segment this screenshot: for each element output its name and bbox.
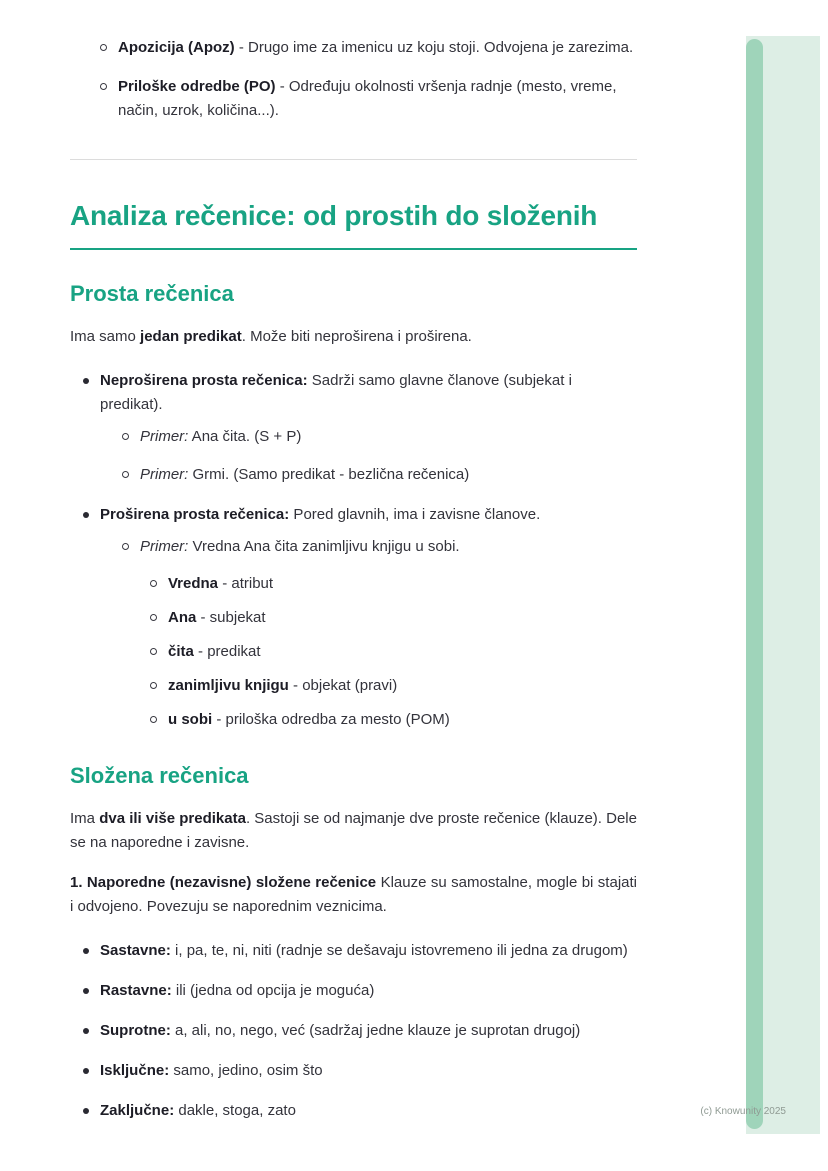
intro-pre: Ima (70, 809, 100, 827)
list-item (118, 75, 637, 123)
list-item (168, 640, 637, 664)
list-item (168, 572, 637, 596)
example-text: Ana čita. (S + P) (188, 427, 302, 445)
list-item (140, 535, 637, 732)
example-text: Vredna Ana čita zanimljivu knjigu u sobi. (188, 537, 460, 555)
sentence-parts-list (70, 36, 637, 123)
term-label: Sastavne: (100, 941, 171, 959)
prosta-intro (70, 325, 637, 349)
term-label: u sobi (168, 710, 213, 728)
term-text: - atribut (218, 574, 274, 592)
term-text: - objekat (pravi) (288, 676, 398, 694)
subsection-text: Klauze su samostalne, mogle bi stajati i odvojeno. Povezuju se naporednim veznicima. (70, 873, 637, 915)
term-label: Zaključne: (100, 1101, 175, 1119)
term-label: Isključne: (100, 1061, 170, 1079)
naporedne-paragraph (70, 871, 637, 919)
intro-post: . Sastoji se od najmanje dve proste rečenice (klauze). Dele se na naporedne i zavisne. (70, 809, 637, 851)
term-text: Sadrži samo glavne članove (subjekat i predikat). (100, 371, 572, 413)
subsection-label: 1. Naporedne (nezavisne) složene rečenice (70, 873, 377, 891)
list-item (100, 1059, 637, 1083)
term-text: - Određuju okolnosti vršenja radnje (mesto, vreme, način, uzrok, količina...). (118, 78, 617, 119)
term-label: Vredna (168, 574, 219, 592)
term-label: Ana (168, 608, 197, 626)
term-text: - priloška odredba za mesto (POM) (212, 710, 450, 728)
list-item (100, 1019, 637, 1043)
term-text: a, ali, no, nego, već (sadržaj jedne klauze je suprotan drugoj) (170, 1021, 581, 1039)
term-label: zanimljivu knjigu (168, 676, 289, 694)
scrollbar-track[interactable] (746, 36, 820, 1134)
term-label: Neproširena prosta rečenica: (100, 371, 308, 389)
term-text: - predikat (193, 642, 261, 660)
slozena-intro (70, 807, 637, 855)
term-label: Priloške odredbe (PO) (118, 78, 276, 95)
list-item (100, 939, 637, 963)
term-text: ili (jedna od opcija je moguća) (171, 981, 375, 999)
term-label: čita (168, 642, 194, 660)
intro-pre: Ima samo (70, 327, 141, 345)
intro-post: . Može biti neproširena i proširena. (241, 327, 472, 345)
term-label: Apozicija (Apoz) (118, 39, 235, 56)
list-item (100, 369, 637, 487)
veznici-list (70, 939, 637, 1123)
section-divider (70, 159, 637, 160)
intro-bold: jedan predikat (140, 327, 242, 345)
term-label: Proširena prosta rečenica: (100, 505, 290, 523)
list-item (100, 503, 637, 732)
scrollbar-thumb[interactable] (746, 39, 763, 1129)
prosta-list (70, 369, 637, 732)
primer-label: Primer: (140, 537, 189, 555)
term-text: - subjekat (196, 608, 266, 626)
section-heading-slozena: Složena rečenica (70, 762, 249, 788)
list-item (140, 425, 637, 449)
list-item (140, 463, 637, 487)
list-item (100, 1099, 637, 1123)
analysis-list (140, 572, 637, 732)
page-title: Analiza rečenice: od prostih do složenih (70, 198, 637, 250)
term-text: - Drugo ime za imenicu uz koju stoji. Odvojena je zarezima. (234, 39, 634, 56)
primer-label: Primer: (140, 427, 189, 445)
term-label: Rastavne: (100, 981, 172, 999)
term-text: Pored glavnih, ima i zavisne članove. (289, 505, 541, 523)
example-text: Grmi. (Samo predikat - bezlična rečenica) (188, 465, 470, 483)
list-item (168, 606, 637, 630)
section-heading-prosta: Prosta rečenica (70, 281, 234, 307)
intro-bold: dva ili više predikata (99, 809, 246, 827)
examples-list (100, 425, 637, 487)
list-item (100, 979, 637, 1003)
list-item (168, 674, 637, 698)
term-label: Suprotne: (100, 1021, 171, 1039)
list-item (168, 708, 637, 732)
examples-list (100, 535, 637, 732)
list-item (118, 36, 637, 60)
term-text: dakle, stoga, zato (174, 1101, 296, 1119)
document-content (70, 30, 637, 1139)
copyright-notice: (c) Knowunity 2025 (700, 1106, 786, 1117)
term-text: i, pa, te, ni, niti (radnje se dešavaju istovremeno ili jedna za drugom) (170, 941, 628, 959)
term-text: samo, jedino, osim što (169, 1061, 323, 1079)
primer-label: Primer: (140, 465, 189, 483)
